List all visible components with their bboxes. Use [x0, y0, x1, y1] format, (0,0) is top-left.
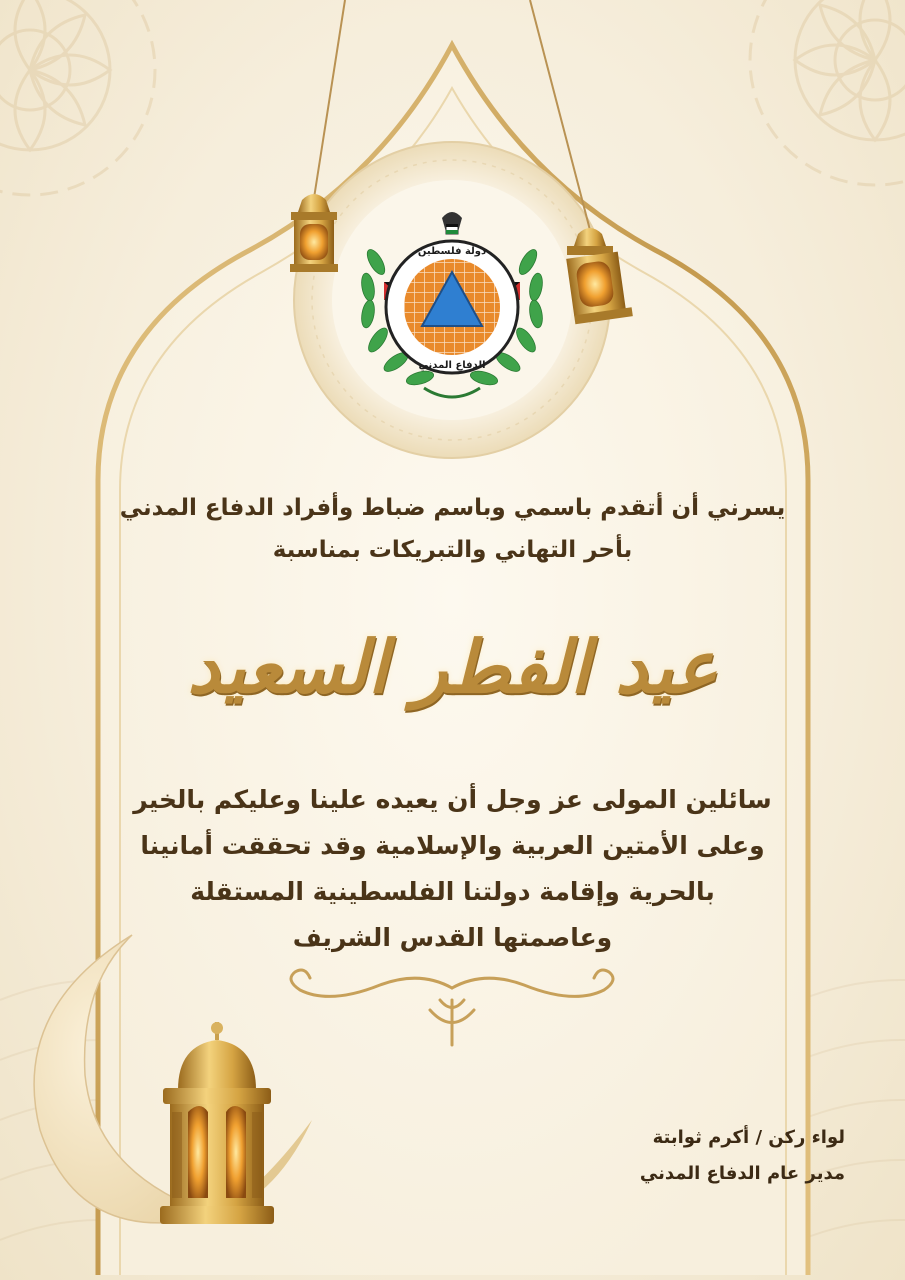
intro-line-2: بأحر التهاني والتبريكات بمناسبة [272, 537, 633, 563]
wish-line-4: وعاصمتها القدس الشريف [292, 923, 613, 952]
corner-flower-top-right [750, 0, 905, 185]
logo-state-text: دولة فلسطين [417, 246, 487, 257]
wish-line-2: وعلى الأمتين العربية والإسلامية وقد تحققت أمانينا [140, 831, 765, 860]
lamp-string-left [314, 0, 345, 198]
civil-defense-logo [354, 192, 550, 404]
eagle-emblem-icon [442, 212, 462, 234]
signature-position: مدير عام الدفاع المدني [639, 1163, 845, 1184]
intro-text [0, 487, 905, 571]
signature-block [545, 1120, 845, 1192]
signature-name: لواء ركن / أكرم ثوابتة [652, 1127, 845, 1148]
corner-flower-top-left [0, 0, 155, 195]
wish-line-3: بالحرية وإقامة دولتنا الفلسطينية المستقلة [190, 877, 715, 906]
wishes-text [0, 777, 905, 961]
intro-line-1: يسرني أن أتقدم باسمي وباسم ضباط وأفراد الدفاع المدني [119, 495, 786, 521]
logo-dept-text: الدفاع المدني [418, 360, 486, 371]
eid-title: عيد الفطر السعيد [187, 624, 718, 709]
wish-line-1: سائلين المولى عز وجل أن يعيده علينا وعليكم بالخير [133, 785, 772, 814]
